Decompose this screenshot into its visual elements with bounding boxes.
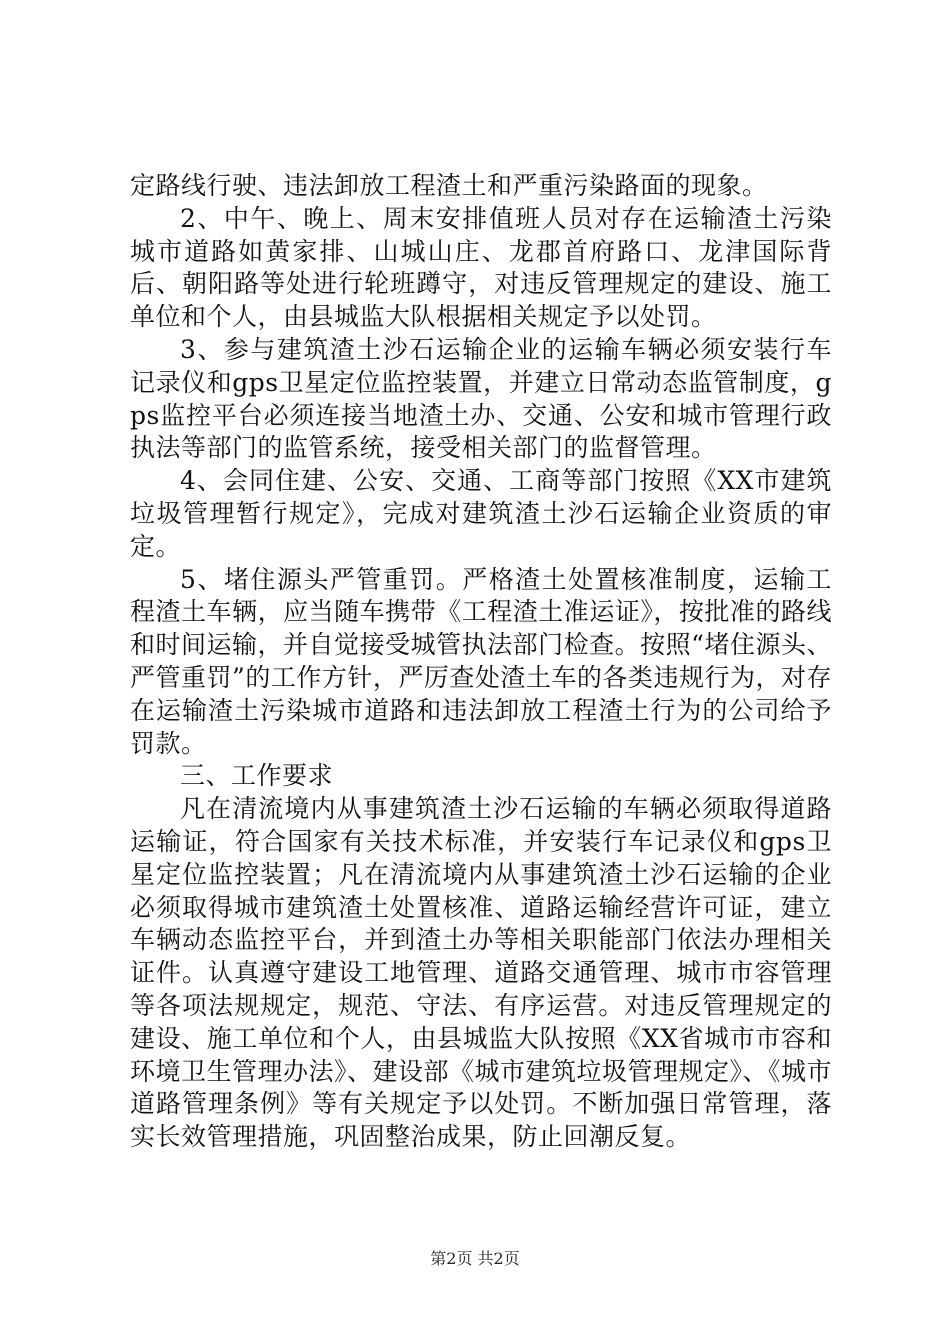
document-body (130, 170, 832, 1154)
paragraph-item-3: 3、参与建筑渣土沙石运输企业的运输车辆必须安装行车记录仪和gps卫星定位监控装置，并建立日常动态监管制度，gps监控平台必须连接当地渣土办、交通、公安和城市管理行政执法等部门的监管系统，接受相关部门的监督管理。 (130, 334, 832, 463)
paragraph-work-requirements: 凡在清流境内从事建筑渣土沙石运输的车辆必须取得道路运输证，符合国家有关技术标准，并安装行车记录仪和gps卫星定位监控装置；凡在清流境内从事建筑渣土沙石运输的企业必须取得城市建筑渣土处置核准、道路运输经营许可证，建立车辆动态监控平台，并到渣土办等相关职能部门依法办理相关证件。认真遵守建设工地管理、道路交通管理、城市市容管理等各项法规规定，规范、守法、有序运营。对违反管理规定的建设、施工单位和个人，由县城监大队按照《XX省城市市容和环境卫生管理办法》、建设部《城市建筑垃圾管理规定》、《城市道路管理条例》等有关规定予以处罚。不断加强日常管理，落实长效管理措施，巩固整治成果，防止回潮反复。 (130, 794, 833, 1152)
paragraph-item-2: 2、中午、晚上、周末安排值班人员对存在运输渣土污染城市道路如黄家排、山城山庄、龙郡首府路口、龙津国际背后、朝阳路等处进行轮班蹲守，对违反管理规定的建设、施工单位和个人，由县城监大队根据相关规定予以处罚。 (130, 203, 832, 332)
paragraph-item-4: 4、会同住建、公安、交通、工商等部门按照《XX市建筑垃圾管理暂行规定》，完成对建筑渣土沙石运输企业资质的审定。 (130, 466, 832, 561)
paragraph-continuation: 定路线行驶、违法卸放工程渣土和严重污染路面的现象。 (130, 171, 768, 200)
section-heading-work-requirements: 三、工作要求 (180, 761, 334, 791)
paragraph-item-5: 5、堵住源头严管重罚。严格渣土处置核准制度，运输工程渣土车辆，应当随车携带《工程渣土准运证》，按批准的路线和时间运输，并自觉接受城管执法部门检查。按照“堵住源头、严管重罚”的工作方针，严厉查处渣土车的各类违规行为，对存在运输渣土污染城市道路和违法卸放工程渣土行为的公司给予罚款。 (130, 564, 832, 758)
page-footer: 第2页 共2页 (430, 1249, 520, 1268)
